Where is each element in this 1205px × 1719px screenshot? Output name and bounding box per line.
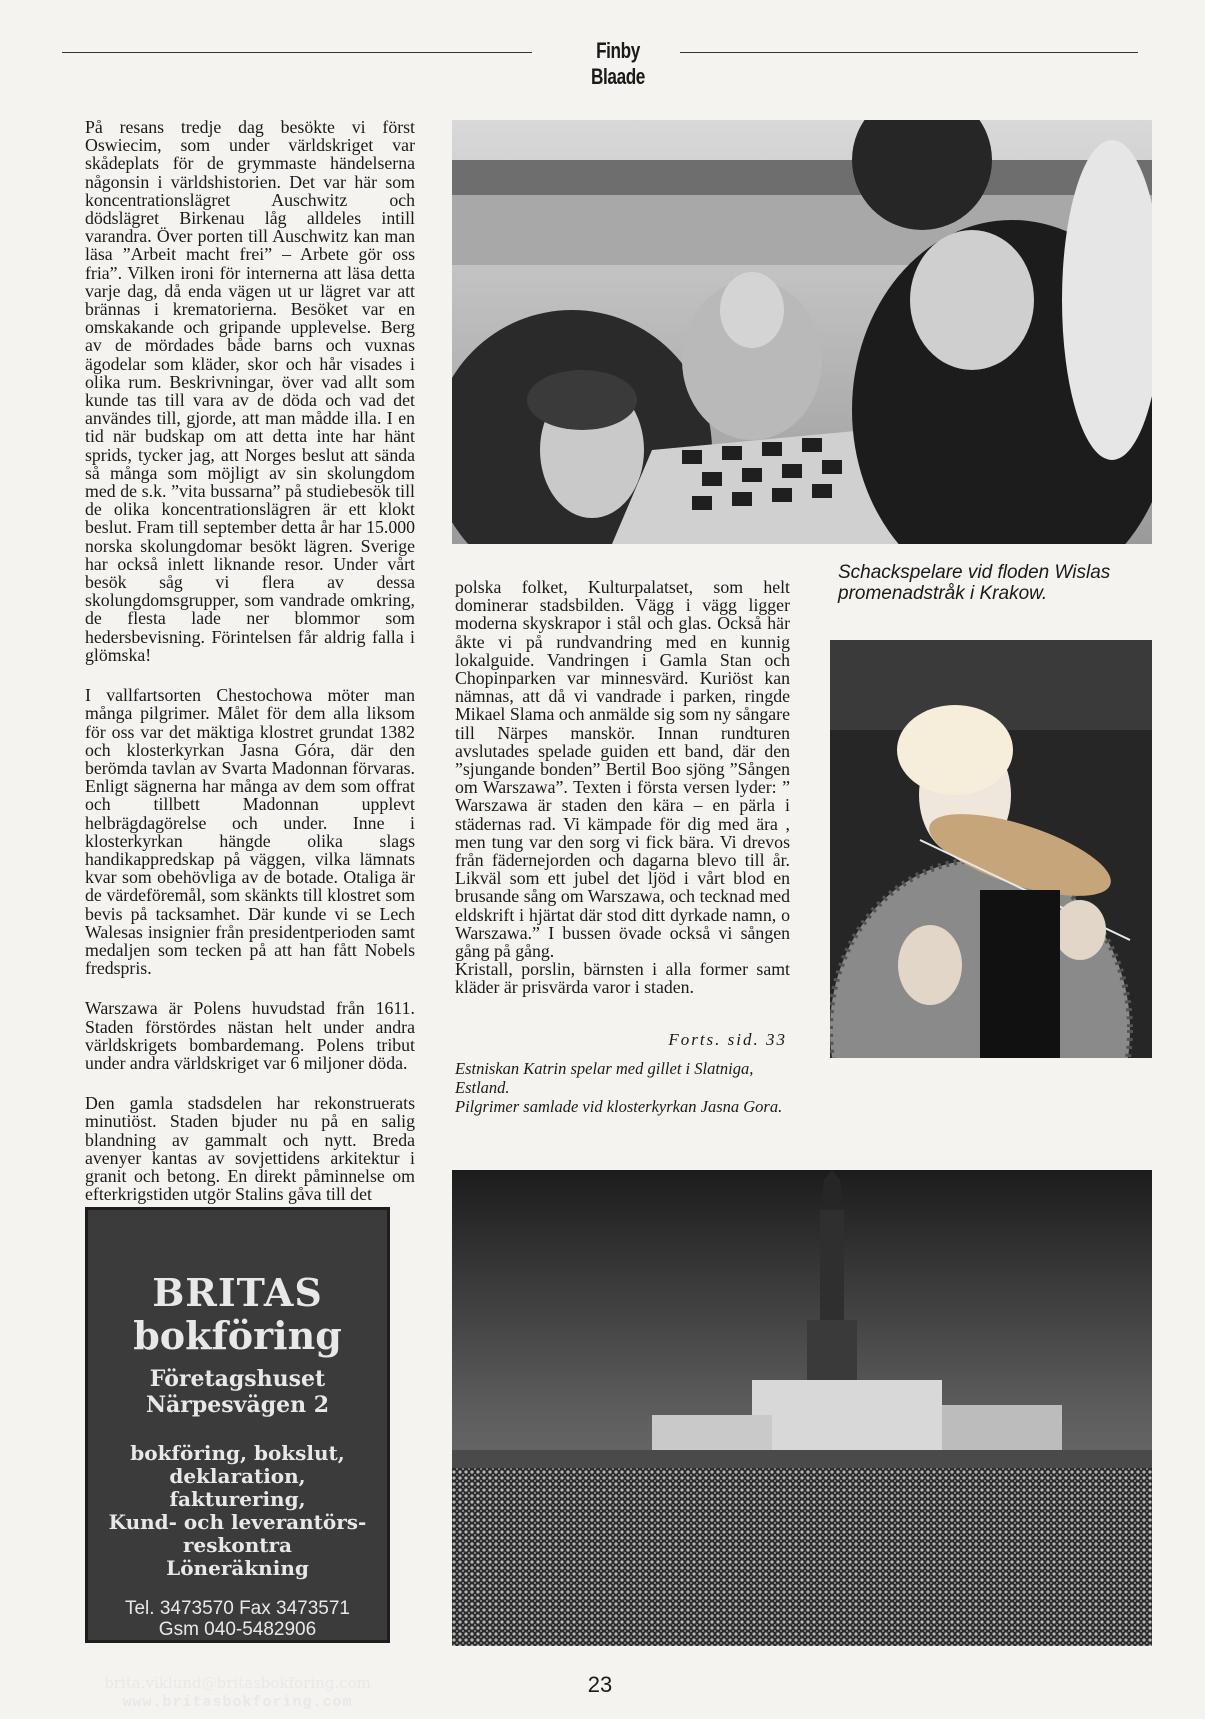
paragraph-auschwitz: På resans tredje dag besökte vi först Oswiecim, som under världskriget var skådeplats för de grymmaste händelserna någonsin i världshistorien. Det var här som koncentrationslägret Auschwitz och dödslägret Birkenau låg alldeles intill varandra. Över porten till Auschwitz kan man läsa ”Arbeit macht frei” – Arbete gör oss fria”. Vilken ironi för internerna att läsa detta varje dag, då enda vägen ut ur lägret var att brännas i krematorierna. Besöket var en omskakande och gripande upplevelse. Berg av de mördades både barns och vuxnas ägodelar som kläder, skor och hår visades i olika rum. Beskrivningar, över vad allt som kunde tas till vara av de döda och vad det användes till, gjorde, att man mådde illa. I en tid när budskap om att detta inte har hänt sprids, tycker jag, att Norges beslut att sända så många som möjligt av sin skolungdom med de s.k. ”vita bussarna” på studiebesök till de olika koncentrationslägren är ett klokt beslut. Fram till september detta år har 15.000 norska skolungdomar besökt lägren. Sverige har också inlett liknande resor. Under vårt besök såg vi flera av dessa skolungdomsgrupper, som vandrade omkring, de flesta lade ner blommor som hedersbevisning. Förintelsen får aldrig falla i glömska!: [85, 117, 415, 665]
header-rule-left: [62, 52, 532, 53]
ad-mobile: Gsm 040-5482906: [158, 1619, 317, 1640]
ad-address: Närpesvägen 2: [145, 1392, 330, 1418]
ad-service-item: reskontra: [183, 1533, 292, 1557]
ad-service-item: fakturering,: [169, 1487, 306, 1511]
ad-phone: Tel. 3473570 Fax 3473571: [124, 1598, 350, 1619]
continued-note: Forts. sid. 33: [668, 1030, 787, 1049]
ad-service-item: Löneräkning: [166, 1556, 309, 1580]
pilgrims-photo: [452, 1170, 1152, 1646]
ad-brand: BRITAS: [152, 1270, 323, 1315]
left-column: [85, 118, 415, 1225]
chess-photo: [452, 120, 1152, 544]
paragraph-old-town: Den gamla stadsdelen har rekonstruerats minutiöst. Staden bjuder nu på en salig blandning av gammalt och nytt. Breda avenyer kantas av sovjettidens arkitektur i granit och betong. En direkt påminnelse om efterkrigstiden utgör Stalins gåva till det: [85, 1093, 415, 1205]
middle-column: [455, 578, 790, 1019]
paragraph-warszawa: Warszawa är Polens huvudstad från 1611. Staden förstördes nästan helt under andra världskrigets bombardemang. Polens tribut under andra världskriget var 6 miljoner döda.: [85, 998, 415, 1073]
paragraph-shopping: Kristall, porslin, bärnsten i alla former samt kläder är prisvärda varor i staden.: [455, 959, 790, 998]
header-rule-right: [680, 52, 1138, 53]
ad-building: Företagshuset: [149, 1366, 326, 1392]
ad-email[interactable]: brita.viklund@britasbokforing.com: [104, 1674, 371, 1692]
ad-services: [88, 1442, 387, 1580]
britas-ad: [85, 1207, 390, 1711]
caption-violin: Estniskan Katrin spelar med gillet i Slatniga, Estland.: [455, 1059, 754, 1097]
ad-service-item: deklaration,: [169, 1464, 306, 1488]
caption-chess: Schackspelare vid floden Wislas promenadstråk i Krakow.: [838, 562, 1111, 604]
ad-service-item: bokföring, bokslut,: [130, 1441, 345, 1465]
masthead: Finby Blaade: [591, 38, 645, 89]
page-number: 23: [587, 1672, 613, 1697]
ad-brand-sub: bokföring: [133, 1313, 342, 1358]
ad-website[interactable]: www.britasbokforing.com: [122, 1694, 353, 1711]
caption-pilgrims: Pilgrimer samlade vid klosterkyrkan Jasna Gora.: [455, 1097, 783, 1116]
violinist-photo: [830, 640, 1152, 1058]
paragraph-chestochowa: I vallfartsorten Chestochowa möter man många pilgrimer. Målet för dem alla liksom för oss var det mäktiga klostret grundat 1382 och klosterkyrkan Jasna Góra, där den berömda tavlan av Svarta Madonnan förvaras. Enligt sägnerna har många av dem som offrat och tillbett Madonnan upplevt helbrägdagörelse och under. Inne i klosterkyrkan hängde olika slags handikappredskap på väggen, vilka lämnats kvar som obehövliga av de botade. Otaliga är de värdeföremål, som skänkts till klostret som bevis på tacksamhet. Där kunde vi se Lech Walesas insignier från presidentperioden samt medaljen som tecken på att han fått Nobels fredspris.: [85, 685, 415, 979]
ad-service-item: Kund- och leverantörs-: [108, 1510, 367, 1534]
paragraph-kulturpalatset: polska folket, Kulturpalatset, som helt dominerar stadsbilden. Vägg i vägg ligger moderna skyskrapor i stål och glas. Också här åkte vi på rundvandring med en kunnig lokalguide. Vandringen i Gamla Stan och Chopinparken var minnesvärd. Kuriöst kan nämnas, att då vi vandrade i parken, ringde Mikael Slama och anmälde sig som ny sångare till Närpes manskör. Innan rundturen avslutades spelade guiden ett band, där den ”sjungande bonden” Bertil Boo sjöng ”Sången om Warszawa”. Texten i första versen lyder: ” Warszawa är staden den kära – en pärla i städernas rad. Vi kämpade för dig med ära , men tung var den sorg vi fick bära. Vi drevos från fädernejorden och dagarna blevo till år. Likväl som ett jubel det ljöd i vårt blod en brusande sång om Warszawa, och tecknad med eldskrift i hjärtat där stod ditt dyrkade namn, o Warszawa.” I bussen övade också vi sången gång på gång.: [455, 577, 790, 962]
